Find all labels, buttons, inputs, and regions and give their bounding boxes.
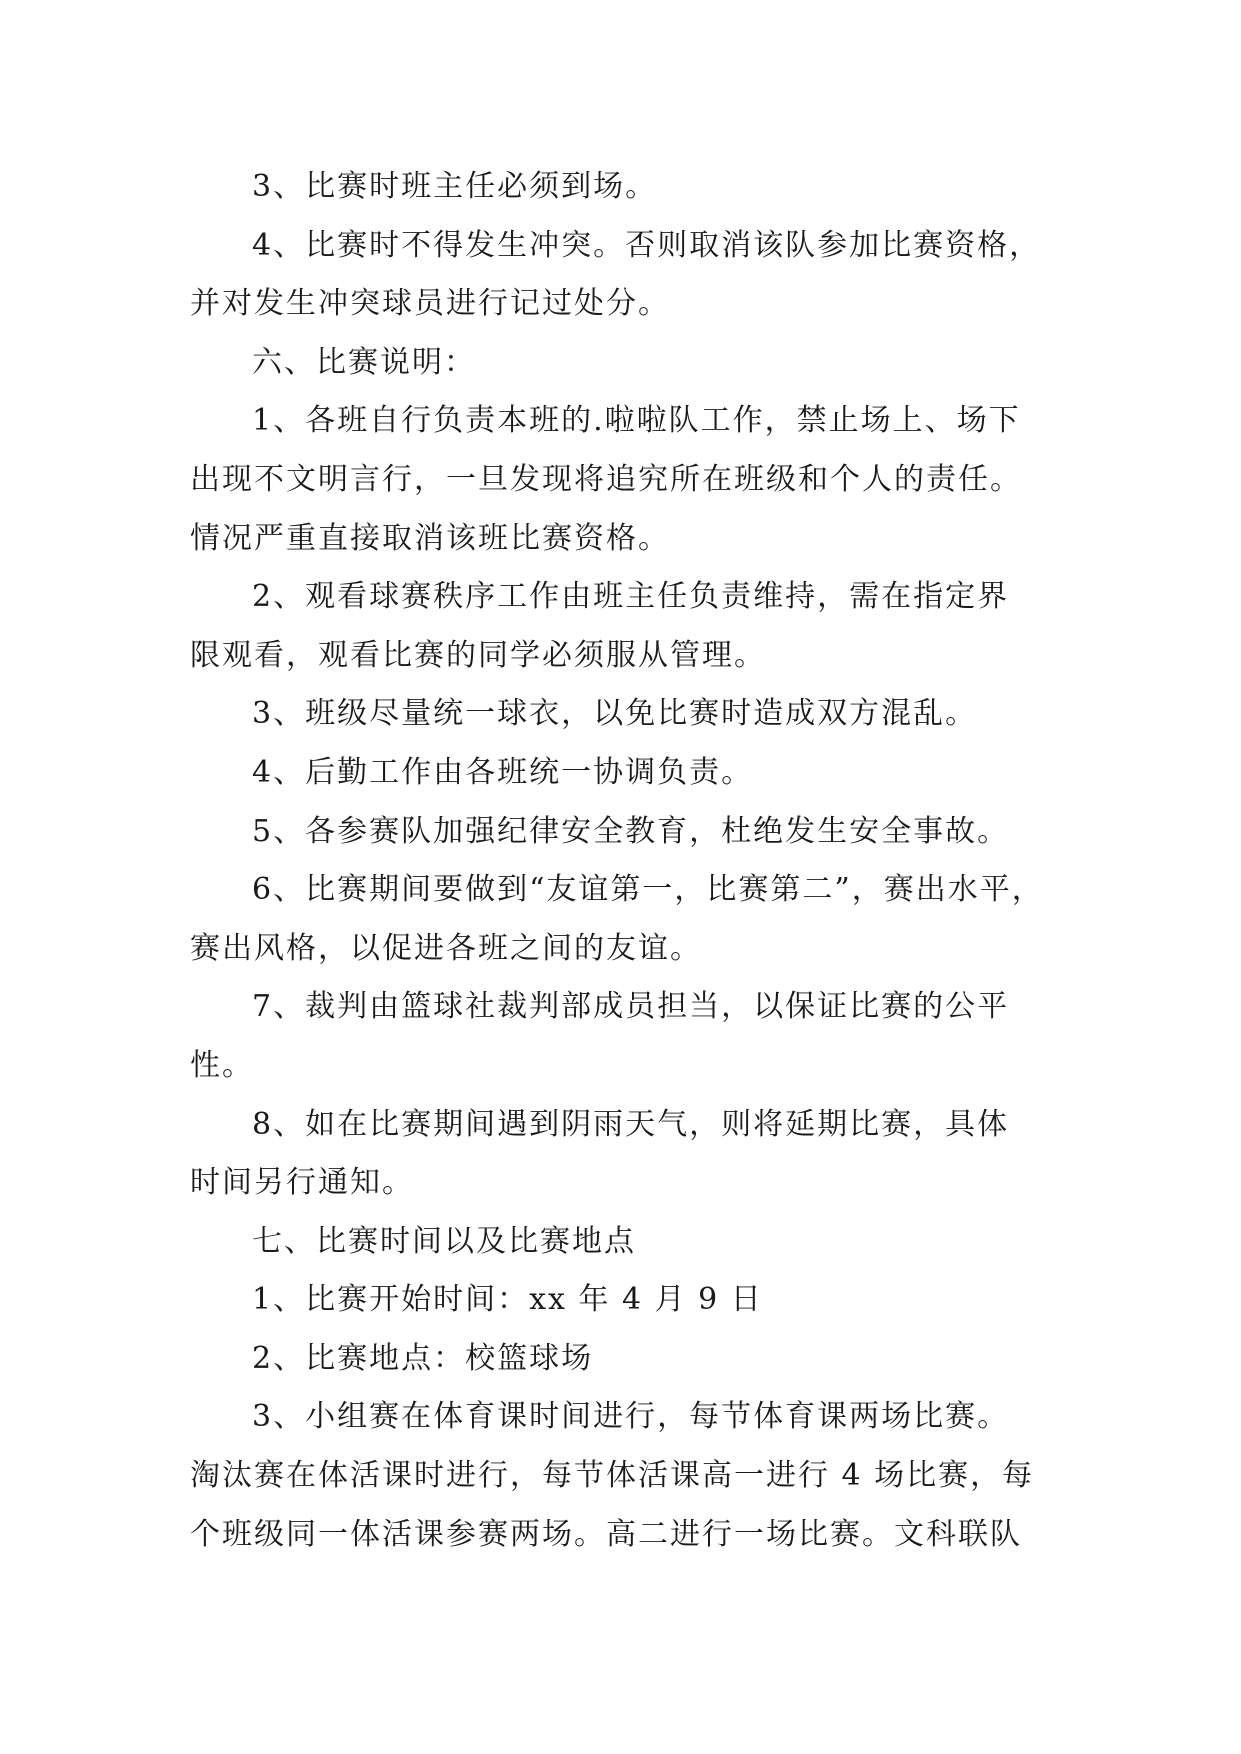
text-line: 3、班级尽量统一球衣，以免比赛时造成双方混乱。 [252,696,978,732]
text-line: 七、比赛时间以及比赛地点 [252,1223,636,1259]
text-line: 性。 [190,1047,254,1083]
text-line: 六、比赛说明： [252,344,476,380]
text-line: 4、比赛时不得发生冲突。否则取消该队参加比赛资格， [252,227,1042,263]
paragraph-note-2 [190,568,1050,685]
paragraph-note-6 [190,861,1050,978]
text-line: 出现不文明言行，一旦发现将追究所在班级和个人的责任。 [190,461,1022,497]
text-line: 6、比赛期间要做到“友谊第一，比赛第二”，赛出水平， [252,872,1044,908]
text-line: 2、观看球赛秩序工作由班主任负责维持，需在指定界 [252,579,1010,615]
paragraph-note-3 [190,685,1050,744]
text-line: 个班级同一体活课参赛两场。高二进行一场比赛。文科联队 [190,1516,1022,1552]
text-line: 限观看，观看比赛的同学必须服从管理。 [190,637,766,673]
text-line: 并对发生冲突球员进行记过处分。 [190,286,670,322]
paragraph-time-3 [190,1388,1050,1564]
text-line: 3、小组赛在体育课时间进行，每节体育课两场比赛。 [252,1399,1010,1435]
paragraph-note-1 [190,392,1050,568]
section-heading-7 [190,1213,1050,1272]
text-line: 7、裁判由篮球社裁判部成员担当，以保证比赛的公平 [252,989,1010,1025]
text-line: 1、各班自行负责本班的.啦啦队工作，禁止场上、场下 [252,403,1021,439]
text-line: 情况严重直接取消该班比赛资格。 [190,520,670,556]
text-line: 8、如在比赛期间遇到阴雨天气，则将延期比赛，具体 [252,1106,1010,1142]
paragraph-note-8 [190,1096,1050,1213]
text-line: 淘汰赛在体活课时进行，每节体活课高一进行 4 场比赛，每 [190,1458,1035,1494]
text-line: 2、比赛地点：校篮球场 [252,1340,594,1376]
paragraph-rule-4 [190,217,1050,334]
text-line: 5、各参赛队加强纪律安全教育，杜绝发生安全事故。 [252,813,1010,849]
text-line: 赛出风格，以促进各班之间的友谊。 [190,930,702,966]
section-heading-6 [190,334,1050,393]
paragraph-time-1 [190,1271,1050,1330]
text-line: 4、后勤工作由各班统一协调负责。 [252,754,754,790]
paragraph-time-2 [190,1330,1050,1389]
paragraph-note-4 [190,744,1050,803]
text-line: 1、比赛开始时间：xx 年 4 月 9 日 [252,1282,763,1318]
paragraph-note-7 [190,978,1050,1095]
text-line: 3、比赛时班主任必须到场。 [252,169,658,204]
paragraph-rule-3 [190,158,1050,217]
paragraph-note-5 [190,803,1050,862]
document-body [190,158,1050,1564]
text-line: 时间另行通知。 [190,1165,414,1201]
